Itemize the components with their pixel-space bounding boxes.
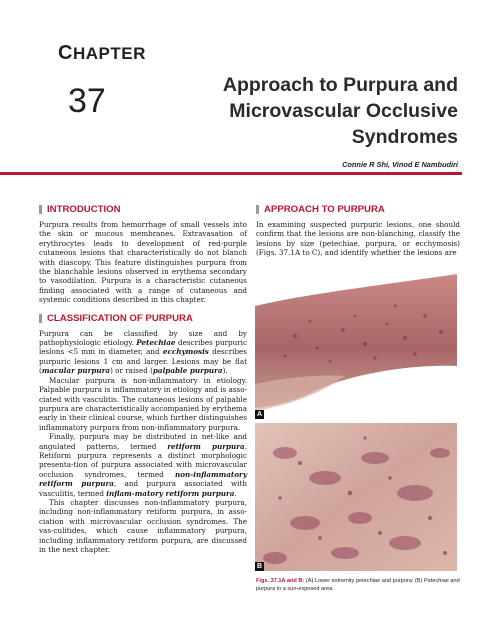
chapter-label: CHAPTER [58, 42, 146, 64]
figure-b-photo [255, 423, 457, 571]
left-column [39, 204, 247, 554]
classification-paragraph-3: Finally, purpura may be distributed in net-like and angulated patterns, termed retiform purpura. Retiform purpura represents a distinct morphologic presenta-tion of purpura associated with microvascular occlusion syndromes, termed non-inflammatory retiform purpura, and purpura associated with vasculitis, termed inflam-matory retiform purpura. [39, 432, 247, 498]
approach-paragraph: In examining suspected purpuric lesions, one should confirm that the lesions are non-blanching, classify the lesions by size (petechiae, purpura, or ecchymosis) (Figs. 37.1A to C), and identify whether the lesions are [256, 220, 460, 258]
heading-marker [256, 205, 259, 214]
figure-b-label: B [256, 563, 263, 570]
classification-paragraph-4: This chapter discusses non-inflammatory purpura, including non-inflammatory retiform purpura, in asso-ciation with microvascular occlusion syndromes. The vas-culitides, which cause inflammatory purpura, including inflammatory retiform purpura, are discussed in the next chapter. [39, 497, 247, 554]
figure-a-label: A [256, 411, 263, 418]
authors: Connie R Shi, Vinod E Nambudiri [342, 160, 458, 169]
introduction-paragraph: Purpura results from hemorrhage of small vessels into the skin or mucous membranes. Extravasation of erythrocytes leads to development of red-purple cutaneous lesions that characteristically do not blanch with diascopy. This feature distinguishes purpura from the blanchable lesions observed in erythema secondary to vasodilation. Purpura is a characteristic cutaneous finding associated with a range of cutaneous and systemic conditions described in this chapter. [39, 220, 247, 305]
classification-paragraph-1: Purpura can be classified by size and by pathophysiologic etiology. Petechiae describes purpuric lesions <5 mm in diameter, and ecchymosis describes purpuric lesions 1 cm and larger. Lesions may be flat (macular purpura) or raised (palpable purpura). [39, 328, 248, 376]
classification-paragraph-2: Macular purpura is non-inflammatory in etiology. Palpable purpura is inflammatory in etiology and is asso-ciated with vasculitis. The cutaneous lesions of palpable purpura are characteristically accompanied by erythema early in their clinical course, which further distinguishes inflammatory purpura from non-inflammatory purpura. [39, 375, 247, 432]
chapter-title [158, 72, 458, 150]
figure-caption: Figs. 37.1A and B: (A) Lower extremity petechiae and purpura; (B) Petechiae and purpura in a sun-exposed area. [256, 578, 460, 592]
figure-a-photo [255, 266, 457, 419]
right-column [256, 204, 460, 258]
sun-exposed-skin-image [255, 423, 457, 571]
approach-heading: APPROACH TO PURPURA [256, 204, 460, 215]
title-line-3: Syndromes [351, 126, 458, 148]
header-rule [0, 172, 462, 175]
lower-extremity-image [255, 266, 457, 419]
introduction-heading: INTRODUCTION [39, 204, 247, 215]
heading-marker [39, 314, 42, 323]
classification-heading: CLASSIFICATION OF PURPURA [39, 313, 247, 324]
chapter-number: 37 [68, 82, 106, 120]
title-line-1: Approach to Purpura and [222, 74, 458, 96]
heading-marker [39, 205, 42, 214]
title-line-2: Microvascular Occlusive [229, 100, 458, 122]
